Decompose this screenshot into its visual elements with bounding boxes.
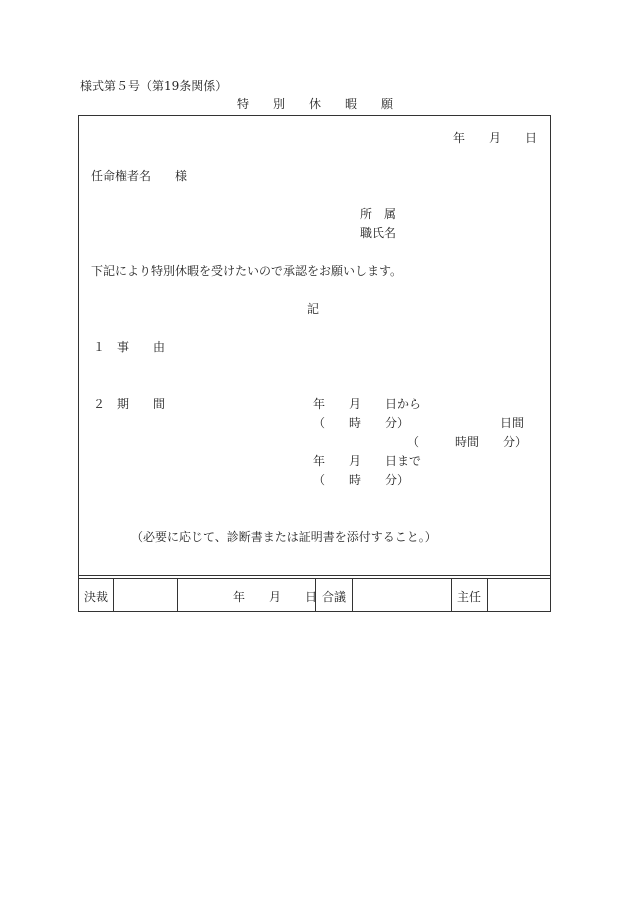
period-from-time: （ 時 分）: [313, 416, 410, 430]
period-to-time: （ 時 分）: [313, 473, 410, 487]
form-frame: [78, 115, 551, 612]
form-title: 特 別 休 暇 願: [237, 97, 394, 111]
request-text: 下記により特別休暇を受けたいので承認をお願いします。: [91, 264, 403, 278]
footer-col-divider: [113, 579, 114, 612]
period-hours: （ 時間 分）: [407, 435, 528, 449]
form-number: 様式第５号（第19条関係）: [80, 79, 228, 93]
chief-label: 主任: [457, 590, 482, 604]
ki-label: 記: [307, 302, 320, 316]
decision-label: 決裁: [84, 590, 109, 604]
footer-col-divider: [352, 579, 353, 612]
footer-col-divider: [487, 579, 488, 612]
name-label: 職氏名: [360, 226, 397, 240]
affiliation-label: 所 属: [360, 207, 397, 221]
item1-label: １ 事 由: [93, 340, 166, 354]
period-from-date: 年 月 日から: [313, 397, 422, 411]
item2-label: ２ 期 間: [93, 397, 166, 411]
period-to-date: 年 月 日まで: [313, 454, 422, 468]
consultation-label: 合議: [322, 590, 347, 604]
attachment-note: （必要に応じて、診断書または証明書を添付すること。）: [131, 530, 437, 544]
footer-col-divider: [451, 579, 452, 612]
addressee: 任命権者名 様: [91, 169, 188, 183]
footer-divider-top: [79, 575, 550, 576]
date-line: 年 月 日: [453, 131, 538, 145]
footer-col-divider: [177, 579, 178, 612]
period-days: 日間: [500, 416, 525, 430]
decision-date: 年 月 日: [233, 590, 318, 604]
